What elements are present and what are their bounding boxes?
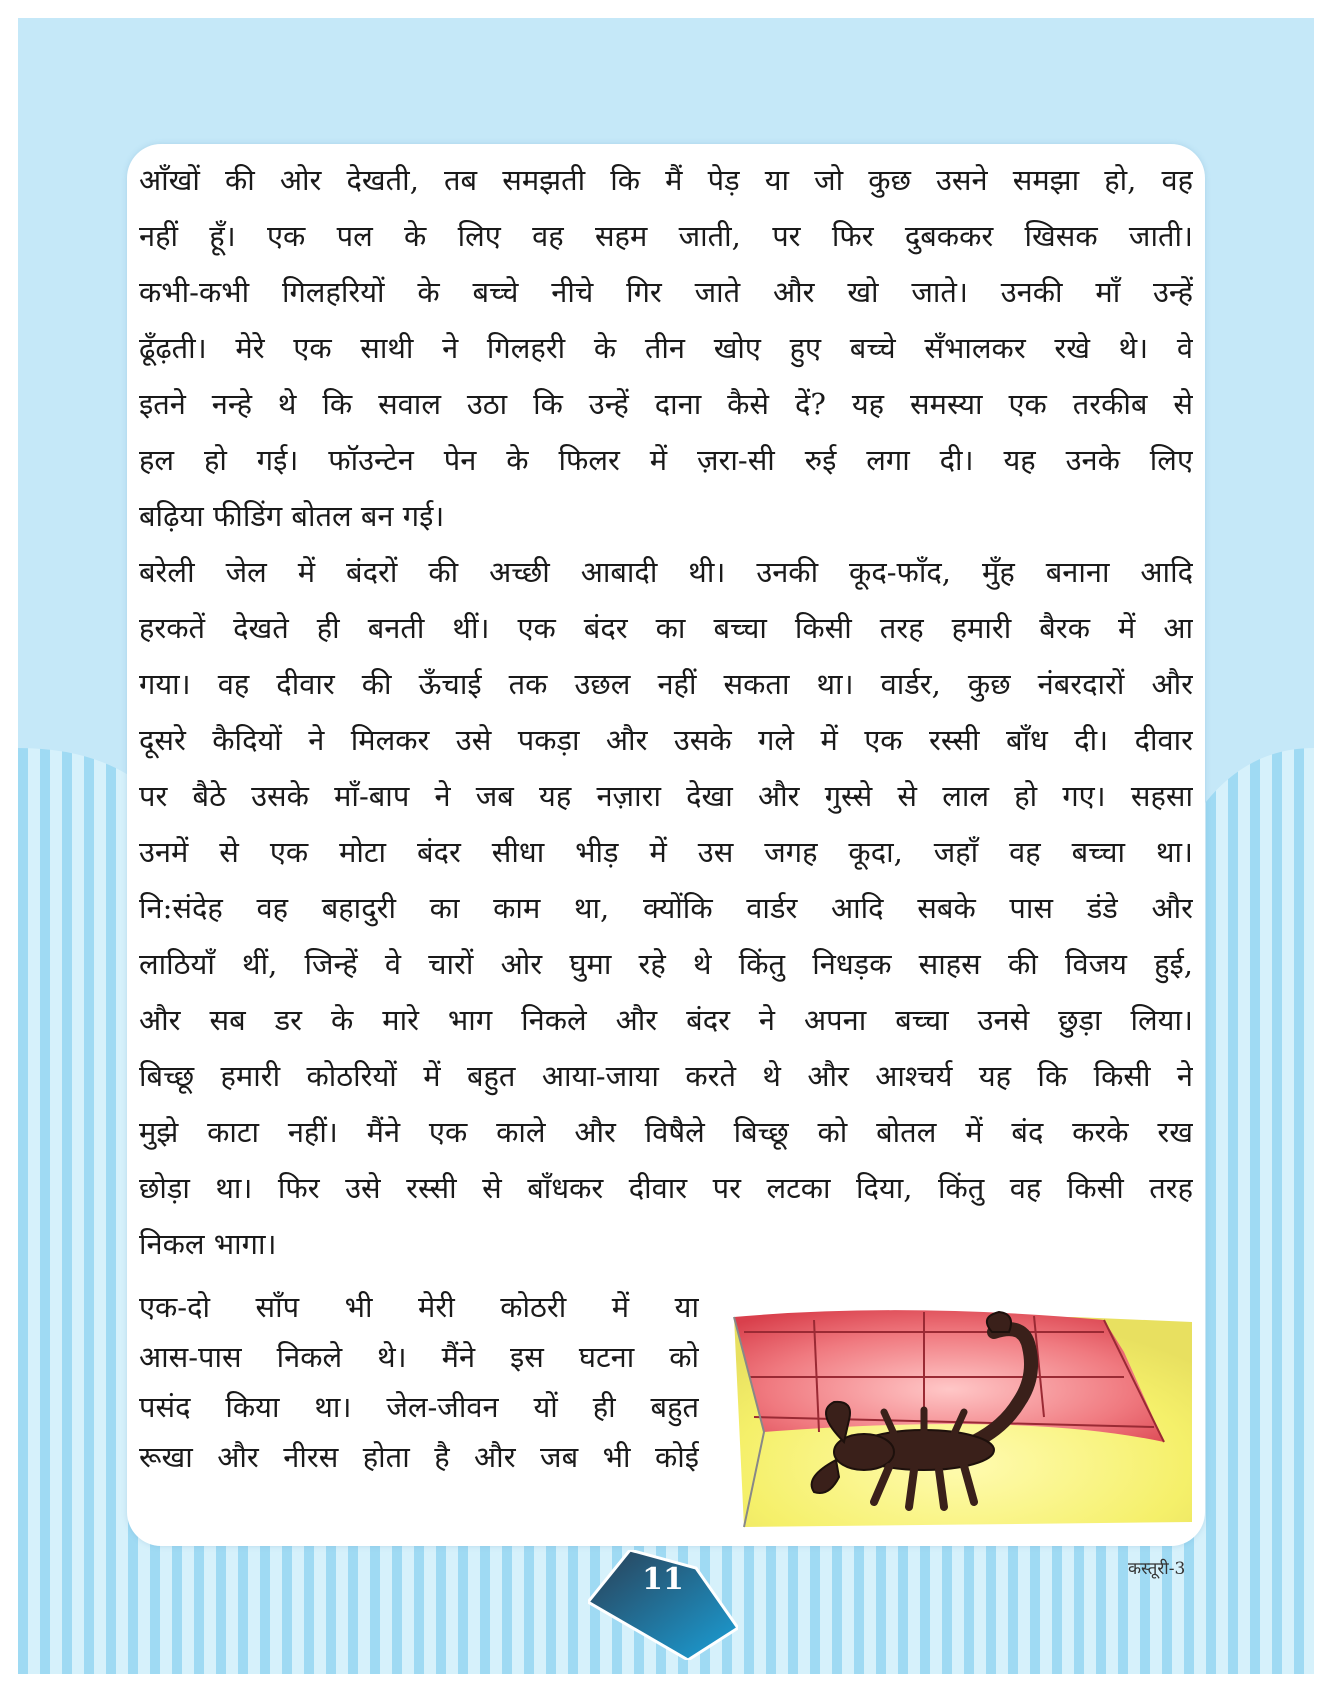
text-line-content: हरकतें देखते ही बनती थीं। एक बंदर का बच्चा किसी तरह हमारी बैरक में आ bbox=[139, 611, 1193, 645]
text-line-content: आँखों की ओर देखती, तब समझती कि मैं पेड़ या जो कुछ उसने समझा हो, वह bbox=[139, 163, 1193, 197]
text-line bbox=[139, 768, 1193, 824]
text-line bbox=[139, 152, 1193, 208]
text-line-content: पर बैठे उसके माँ-बाप ने जब यह नज़ारा देखा और गुस्से से लाल हो गए। सहसा bbox=[139, 779, 1193, 813]
page-number: 11 bbox=[642, 1562, 684, 1597]
text-line bbox=[139, 992, 1193, 1048]
text-line bbox=[139, 1160, 1193, 1216]
text-line bbox=[139, 712, 1193, 768]
text-line-content: छोड़ा था। फिर उसे रस्सी से बाँधकर दीवार पर लटका दिया, किंतु वह किसी तरह bbox=[139, 1171, 1193, 1205]
text-line-content: बढ़िया फीडिंग बोतल बन गई। bbox=[139, 499, 445, 533]
text-line-content: आस-पास निकले थे। मैंने इस घटना को bbox=[139, 1340, 699, 1374]
text-line bbox=[139, 208, 1193, 264]
text-line bbox=[139, 880, 1193, 936]
text-line-content: कभी-कभी गिलहरियों के बच्चे नीचे गिर जाते और खो जाते। उनकी माँ उन्हें bbox=[139, 275, 1193, 309]
text-line bbox=[139, 1216, 1193, 1272]
text-line-content: निकल भागा। bbox=[139, 1227, 277, 1261]
text-line-content: पसंद किया था। जेल-जीवन यों ही बहुत bbox=[139, 1390, 699, 1424]
text-line bbox=[139, 320, 1193, 376]
text-line-content: बिच्छू हमारी कोठरियों में बहुत आया-जाया करते थे और आश्चर्य यह कि किसी ने bbox=[139, 1059, 1193, 1093]
text-line bbox=[139, 1104, 1193, 1160]
text-line-content: ढूँढ़ती। मेरे एक साथी ने गिलहरी के तीन खोए हुए बच्चे सँभालकर रखे थे। वे bbox=[139, 331, 1193, 365]
text-line bbox=[139, 264, 1193, 320]
text-line-content: और सब डर के मारे भाग निकले और बंदर ने अपना बच्चा उनसे छुड़ा लिया। bbox=[139, 1003, 1193, 1037]
text-line bbox=[139, 1432, 699, 1482]
text-line-content: मुझे काटा नहीं। मैंने एक काले और विषैले बिच्छू को बोतल में बंद करके रख bbox=[139, 1115, 1193, 1149]
text-line-content: उनमें से एक मोटा बंदर सीधा भीड़ में उस जगह कूदा, जहाँ वह बच्चा था। bbox=[139, 835, 1193, 869]
text-line bbox=[139, 1382, 699, 1432]
text-line bbox=[139, 432, 1193, 488]
text-line-content: रूखा और नीरस होता है और जब भी कोई bbox=[139, 1440, 699, 1474]
text-line bbox=[139, 544, 1193, 600]
text-line bbox=[139, 376, 1193, 432]
text-line-content: हल हो गई। फॉउन्टेन पेन के फिलर में ज़रा-सी रुई लगा दी। यह उनके लिए bbox=[139, 443, 1193, 477]
text-line bbox=[139, 824, 1193, 880]
text-line bbox=[139, 1282, 699, 1332]
text-line-content: एक-दो साँप भी मेरी कोठरी में या bbox=[139, 1290, 699, 1324]
text-line-content: नि:संदेह वह बहादुरी का काम था, क्योंकि वार्डर आदि सबके पास डंडे और bbox=[139, 891, 1193, 925]
text-line bbox=[139, 1332, 699, 1382]
content-card bbox=[127, 144, 1205, 1546]
text-line bbox=[139, 936, 1193, 992]
text-line-content: बरेली जेल में बंदरों की अच्छी आबादी थी। उनकी कूद-फाँद, मुँह बनाना आदि bbox=[139, 555, 1193, 589]
book-label: कस्तूरी-3 bbox=[1128, 1559, 1186, 1579]
main-text bbox=[139, 152, 1193, 1272]
text-line bbox=[139, 1048, 1193, 1104]
text-line-content: दूसरे कैदियों ने मिलकर उसे पकड़ा और उसके गले में एक रस्सी बाँध दी। दीवार bbox=[139, 723, 1193, 757]
text-line-content: गया। वह दीवार की ऊँचाई तक उछल नहीं सकता था। वार्डर, कुछ नंबरदारों और bbox=[139, 667, 1193, 701]
text-line bbox=[139, 600, 1193, 656]
side-text bbox=[139, 1282, 699, 1482]
text-line-content: नहीं हूँ। एक पल के लिए वह सहम जाती, पर फिर दुबककर खिसक जाती। bbox=[139, 219, 1193, 253]
text-line bbox=[139, 656, 1193, 712]
text-line bbox=[139, 488, 1193, 544]
text-line-content: लाठियाँ थीं, जिन्हें वे चारों ओर घुमा रहे थे किंतु निधड़क साहस की विजय हुई, bbox=[139, 947, 1193, 981]
scorpion-illustration bbox=[724, 1292, 1192, 1532]
text-line-content: इतने नन्हे थे कि सवाल उठा कि उन्हें दाना कैसे दें? यह समस्या एक तरकीब से bbox=[139, 387, 1193, 421]
